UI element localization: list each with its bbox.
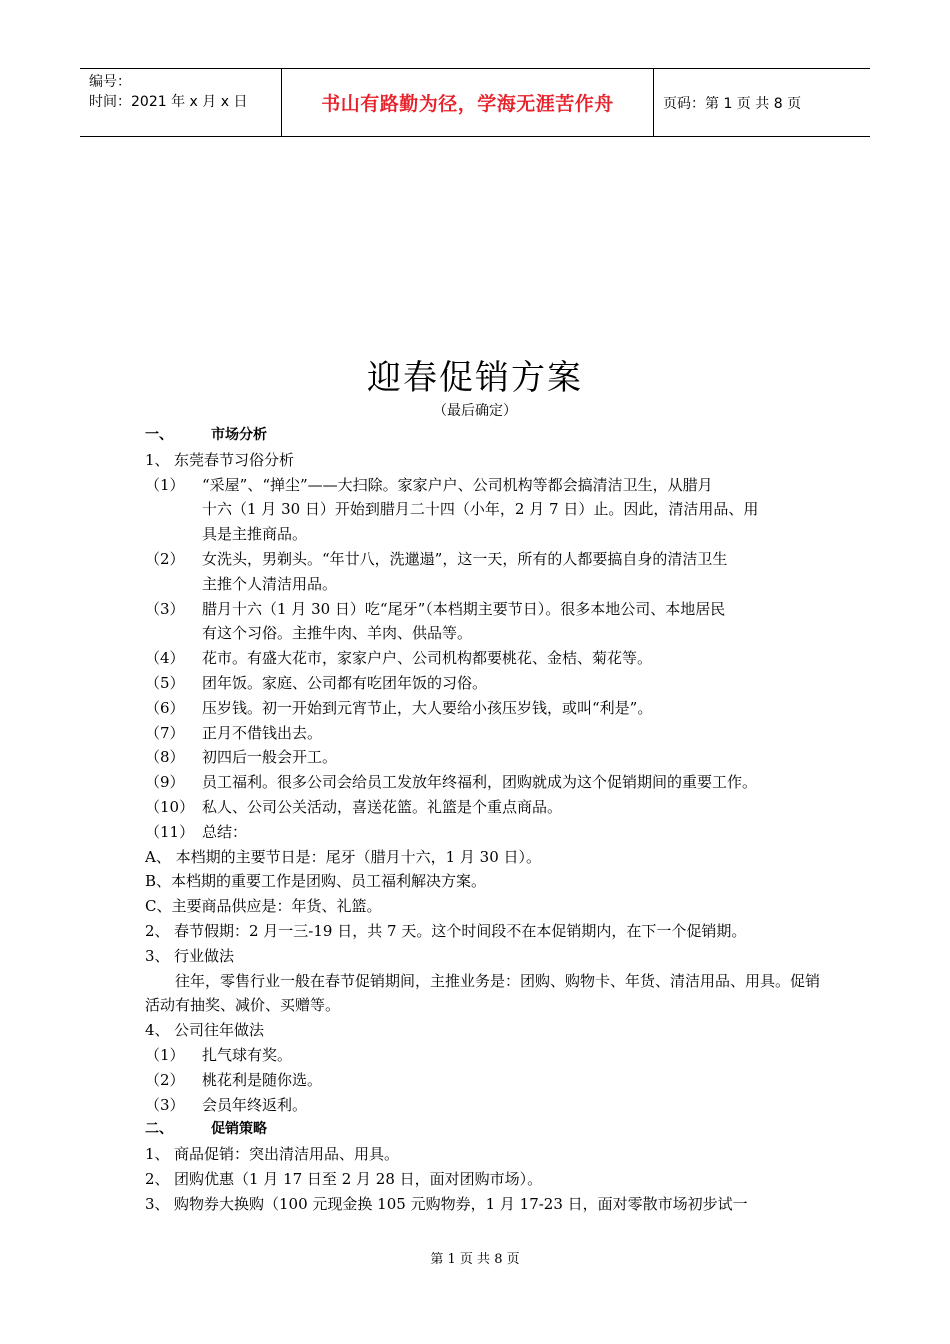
item-continuation: 主推个人清洁用品。	[202, 574, 338, 593]
item-text: 压岁钱。初一开始到元宵节止，大人要给小孩压岁钱，或叫“利是”。	[202, 698, 653, 717]
item-text: 商品促销：突出清洁用品、用具。	[174, 1145, 400, 1164]
item-text: 正月不借钱出去。	[202, 723, 323, 742]
item-number: 2、	[145, 921, 170, 940]
item-number: （8）	[145, 748, 185, 767]
list-item	[145, 1167, 825, 1192]
page-footer: 第 1 页 共 8 页	[430, 1252, 520, 1267]
section-title: 市场分析	[211, 427, 267, 443]
item-text: 购物券大换购（100 元现金换 105 元购物券，1 月 17-23 日，面对零散市场初步试一	[174, 1194, 748, 1213]
paragraph: 往年，零售行业一般在春节促销期间，主推业务是：团购、购物卡、年货、清洁用品、用具。促销活动有抽奖、减价、买赠等。	[145, 971, 821, 1015]
item-text: 行业做法	[174, 946, 235, 965]
summary-item: C、主要商品供应是：年货、礼篮。	[145, 897, 382, 916]
item-text: 团购优惠（1 月 17 日至 2 月 28 日，面对团购市场）。	[174, 1169, 543, 1188]
item-number: 1、	[145, 1145, 170, 1164]
item-text: 公司往年做法	[174, 1021, 265, 1040]
item-number: （2）	[145, 1070, 185, 1089]
item-number: （1）	[145, 475, 185, 494]
list-item	[145, 1192, 825, 1217]
item-text: 扎气球有奖。	[202, 1045, 293, 1064]
item-text: 女洗头，男剃头。“年廿八，洗邋遢”，这一天，所有的人都要搞自身的清洁卫生	[202, 549, 728, 568]
item-text: 团年饭。家庭、公司都有吃团年饭的习俗。	[202, 673, 488, 692]
item-continuation: 具是主推商品。	[202, 525, 308, 544]
item-number: （4）	[145, 649, 185, 668]
item-text: “采屋”、“掸尘”——大扫除。家家户户、公司机构等都会搞清洁卫生，从腊月	[202, 475, 713, 494]
section-heading-2	[145, 1117, 825, 1142]
list-item	[145, 1068, 825, 1093]
item-number: （5）	[145, 673, 185, 692]
list-item	[145, 1093, 825, 1118]
item-number: 3、	[145, 946, 170, 965]
list-item	[145, 547, 825, 572]
document-title: 迎春促销方案	[367, 358, 583, 398]
item-number: （3）	[145, 599, 185, 618]
section-number: 二、	[145, 1121, 173, 1138]
item-number: （1）	[145, 1045, 185, 1064]
item-number: 2、	[145, 1169, 170, 1188]
past-practice-list	[145, 1043, 825, 1117]
list-item	[145, 721, 825, 746]
item-text: 总结：	[202, 822, 248, 841]
item-text: 春节假期：2 月一三-19 日，共 7 天。这个时间段不在本促销期内，在下一个促销期。	[174, 921, 747, 940]
customs-list	[145, 473, 825, 845]
item-number: 1、	[145, 450, 170, 469]
list-item	[145, 795, 825, 820]
item-text: 腊月十六（1 月 30 日）吃“尾牙”（本档期主要节日）。很多本地公司、本地居民	[202, 599, 726, 618]
document-body	[145, 423, 825, 1217]
section-heading-1	[145, 423, 825, 448]
item-number: （10）	[145, 797, 195, 816]
item-number: （2）	[145, 549, 185, 568]
list-item	[145, 696, 825, 721]
summary-item: B、本档期的重要工作是团购、员工福利解决方案。	[145, 872, 487, 891]
list-item	[145, 745, 825, 770]
item-number: （9）	[145, 773, 185, 792]
time-label: 时间：2021 年 x 月 x 日	[89, 94, 248, 110]
list-item	[145, 1142, 825, 1167]
header-meta	[80, 69, 282, 136]
summary-item: A、 本档期的主要节日是：尾牙（腊月十六，1 月 30 日）。	[145, 847, 542, 866]
item-text: 初四后一般会开工。	[202, 748, 338, 767]
item-number: （11）	[145, 822, 195, 841]
item-text: 会员年终返利。	[202, 1095, 308, 1114]
item-number: 3、	[145, 1194, 170, 1213]
header-page-label: 页码：第 1 页 共 8 页	[663, 95, 802, 112]
item-continuation: 十六（1 月 30 日）开始到腊月二十四（小年，2 月 7 日）止。因此，清洁用品、用	[202, 500, 759, 519]
item-number: （3）	[145, 1095, 185, 1114]
list-item	[145, 646, 825, 671]
item-number: （7）	[145, 723, 185, 742]
document-header	[80, 68, 870, 137]
item-number: （6）	[145, 698, 185, 717]
list-item	[145, 770, 825, 795]
item-text: 员工福利。很多公司会给员工发放年终福利，团购就成为这个促销期间的重要工作。	[202, 773, 758, 792]
item-text: 东莞春节习俗分析	[174, 450, 295, 469]
list-item	[145, 820, 825, 845]
item-text: 桃花利是随你选。	[202, 1070, 323, 1089]
document-subtitle: （最后确定）	[433, 403, 517, 419]
strategy-list	[145, 1142, 825, 1216]
header-motto: 书山有路勤为径，学海无涯苦作舟	[282, 69, 654, 136]
item-continuation: 有这个习俗。主推牛肉、羊肉、供品等。	[202, 624, 473, 643]
section-title: 促销策略	[211, 1121, 267, 1138]
item-text: 花市。有盛大花市，家家户户、公司机构都要桃花、金桔、菊花等。	[202, 649, 653, 668]
list-item	[145, 671, 825, 696]
list-item	[145, 597, 825, 622]
subsection-heading	[145, 448, 825, 473]
list-item	[145, 1043, 825, 1068]
section-number: 一、	[145, 427, 173, 443]
subsection-heading	[145, 1018, 825, 1043]
subsection-heading	[145, 944, 825, 969]
list-item	[145, 473, 825, 498]
subsection-heading	[145, 919, 825, 944]
item-text: 私人、公司公关活动，喜送花篮。礼篮是个重点商品。	[202, 797, 563, 816]
number-label: 编号：	[89, 74, 131, 90]
item-number: 4、	[145, 1021, 170, 1040]
